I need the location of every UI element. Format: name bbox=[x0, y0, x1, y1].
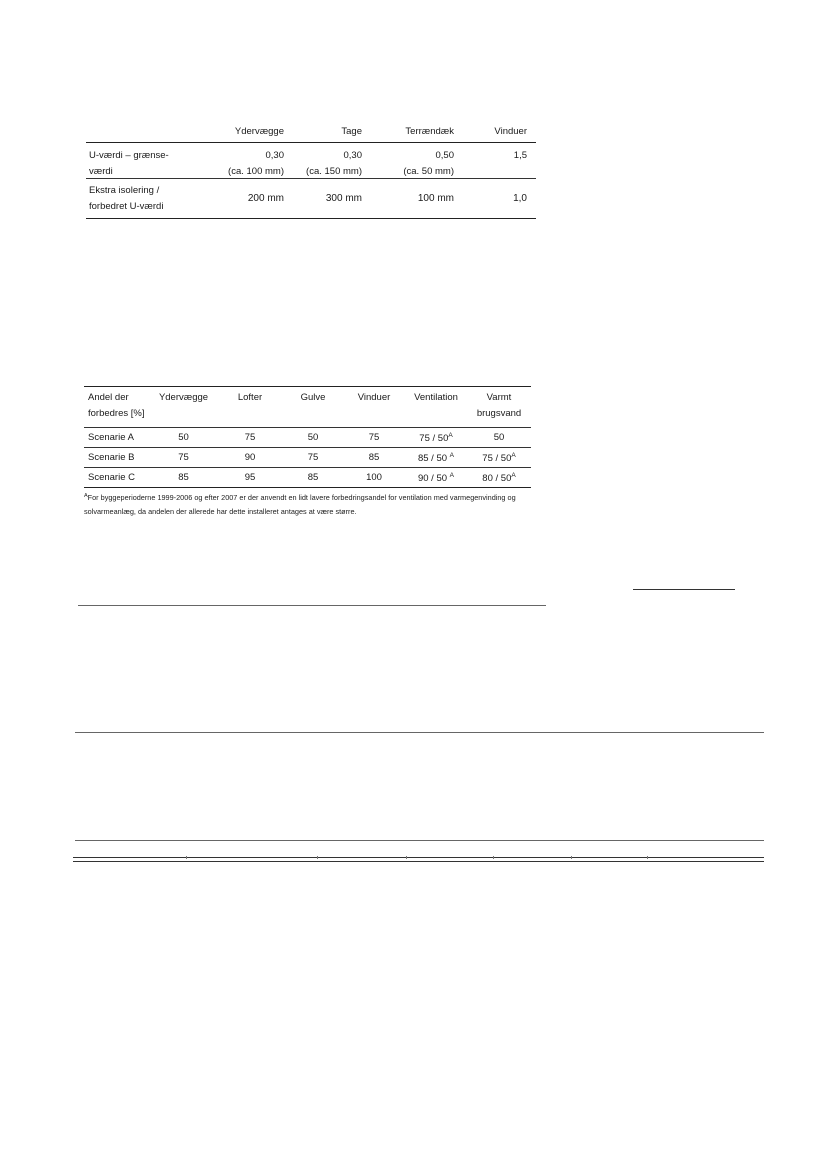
header-line: brugsvand bbox=[476, 408, 522, 419]
header-line: Andel der bbox=[88, 392, 129, 403]
cell-value: 85 bbox=[368, 452, 380, 463]
footnote-ref: A bbox=[449, 451, 455, 459]
table-header-row bbox=[84, 387, 531, 427]
column-tick bbox=[647, 856, 648, 859]
row-label-line: Ekstra isolering / bbox=[89, 185, 160, 196]
header-cell bbox=[84, 390, 150, 427]
short-rule bbox=[633, 589, 735, 590]
column-tick bbox=[406, 856, 407, 859]
table-cell bbox=[467, 452, 531, 464]
table-cell bbox=[467, 472, 531, 484]
u-value-table bbox=[86, 121, 536, 219]
separator-rule bbox=[75, 732, 764, 733]
cell-value: 50 bbox=[178, 432, 189, 443]
cell-value: 50 bbox=[307, 432, 319, 443]
row-label: Scenarie A bbox=[88, 432, 134, 443]
row-label-line: værdi bbox=[89, 166, 113, 177]
header-cell: Lofter bbox=[237, 392, 263, 403]
header-cell: Vinduer bbox=[357, 392, 391, 403]
cell-value: 75 / 50 bbox=[482, 452, 512, 464]
table-rule bbox=[86, 218, 536, 219]
header-cell: Gulve bbox=[300, 392, 326, 403]
cell-value: 85 / 50 bbox=[417, 452, 450, 464]
footnote-text: For byggeperioderne 1999-2006 og efter 2007 er der anvendt en lidt lavere forbedringsandel for ventilation med varmegenvinding og solvarmeanlæg, da andelen der allerede har dette installeret antages at være større. bbox=[84, 493, 516, 516]
header-cell: Ydervægge bbox=[158, 392, 209, 403]
cell-value: 0,30 bbox=[343, 150, 362, 161]
column-tick bbox=[186, 856, 187, 859]
header-line: forbedres [%] bbox=[88, 408, 145, 419]
footnote-ref: A bbox=[511, 471, 516, 479]
table-cell bbox=[454, 148, 533, 178]
cell-value: 75 bbox=[307, 452, 319, 463]
row-label-line: forbedret U-værdi bbox=[89, 201, 164, 212]
table-cell bbox=[284, 148, 362, 178]
table-rule bbox=[84, 487, 531, 488]
column-tick bbox=[493, 856, 494, 859]
column-tick bbox=[317, 856, 318, 859]
footnote-ref: A bbox=[448, 431, 453, 439]
cell-value: 90 / 50 bbox=[417, 472, 450, 484]
header-cell: Vinduer bbox=[494, 126, 527, 137]
header-cell bbox=[467, 390, 531, 427]
cell-value: 0,30 bbox=[265, 150, 284, 161]
row-label-line: U-værdi – grænse- bbox=[89, 150, 169, 161]
column-tick bbox=[571, 856, 572, 859]
cell-value: 50 bbox=[493, 432, 505, 443]
cell-value: 200 mm bbox=[247, 193, 284, 204]
row-label: Scenarie B bbox=[88, 452, 135, 463]
footnote-ref: A bbox=[449, 471, 455, 479]
cell-value: 95 bbox=[244, 472, 256, 483]
header-cell: Tage bbox=[341, 126, 362, 137]
separator-rule bbox=[78, 605, 546, 606]
cell-value: 0,50 bbox=[435, 150, 454, 161]
table-header-row bbox=[86, 121, 536, 142]
table-cell bbox=[405, 452, 467, 464]
cell-value: 1,0 bbox=[513, 193, 527, 204]
cell-note: (ca. 100 mm) bbox=[228, 166, 284, 177]
table-row bbox=[86, 143, 536, 178]
table-row bbox=[86, 179, 536, 218]
row-label bbox=[86, 148, 198, 178]
footnote-ref: A bbox=[511, 451, 516, 459]
cell-value: 80 / 50 bbox=[482, 472, 512, 484]
cell-value: 75 bbox=[244, 432, 256, 443]
cell-value: 300 mm bbox=[325, 193, 362, 204]
table-cell bbox=[198, 148, 284, 178]
header-line: Varmt bbox=[486, 392, 512, 403]
cell-value: 75 / 50 bbox=[419, 432, 449, 444]
cell-value: 1,5 bbox=[513, 150, 527, 161]
table-row bbox=[84, 448, 531, 467]
cell-value: 75 bbox=[368, 432, 380, 443]
double-rule bbox=[73, 857, 764, 862]
row-label bbox=[86, 179, 198, 218]
header-cell: Ydervægge bbox=[234, 126, 284, 137]
cell-note: (ca. 150 mm) bbox=[306, 166, 362, 177]
header-cell: Terrændæk bbox=[405, 126, 454, 137]
cell-value: 75 bbox=[178, 452, 189, 463]
cell-value: 85 bbox=[307, 472, 319, 483]
improvement-share-table bbox=[84, 386, 531, 488]
row-label: Scenarie C bbox=[88, 472, 135, 483]
table-row bbox=[84, 428, 531, 447]
table-row bbox=[84, 468, 531, 487]
header-cell: Ventilation bbox=[414, 392, 458, 403]
separator-rule bbox=[75, 840, 764, 841]
cell-value: 90 bbox=[244, 452, 256, 463]
cell-note: (ca. 50 mm) bbox=[403, 166, 454, 177]
table-footnote bbox=[84, 489, 534, 519]
table-cell bbox=[405, 432, 467, 444]
footnote-marker: A bbox=[84, 493, 88, 499]
cell-value: 100 mm bbox=[417, 193, 454, 204]
cell-value: 85 bbox=[178, 472, 189, 483]
table-cell bbox=[362, 148, 454, 178]
cell-value: 100 bbox=[366, 472, 382, 483]
table-cell bbox=[405, 472, 467, 484]
